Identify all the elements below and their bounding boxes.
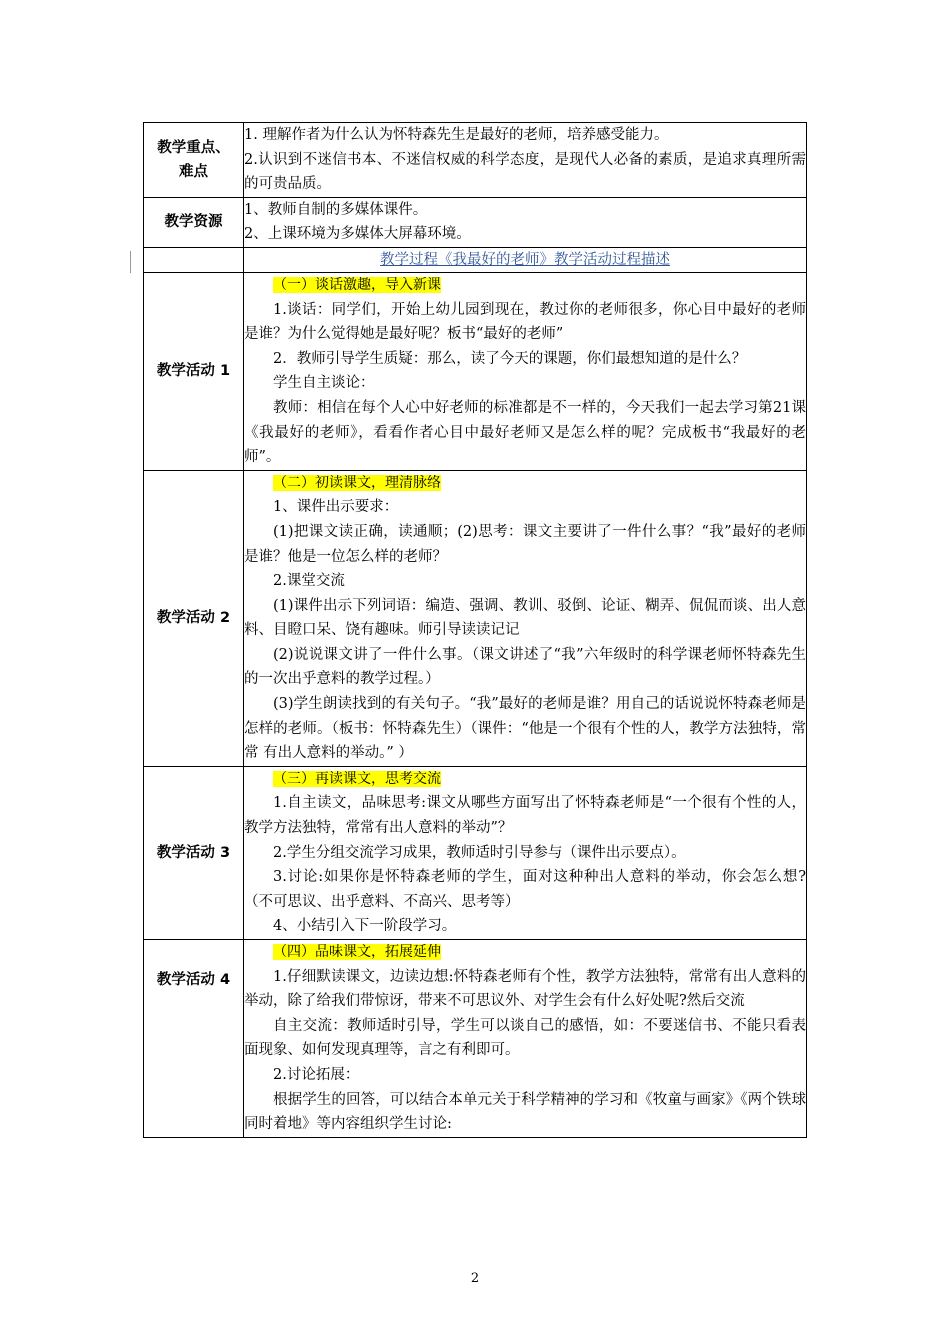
label-activity-2: 教学活动 2 [144, 470, 244, 766]
label-activity-3: 教学活动 3 [144, 766, 244, 939]
resources-line-1: 1、教师自制的多媒体课件。 [244, 201, 428, 218]
row-activity-3 [144, 766, 807, 939]
label-activity-1: 教学活动 1 [144, 272, 244, 470]
paragraph: 2.课堂交流 [273, 573, 345, 590]
paragraph: 自主交流：教师适时引导，学生可以谈自己的感悟，如：不要迷信书、不能只看表面现象、如何发现真理等，言之有利即可。 [244, 1017, 806, 1059]
row-process-title [144, 247, 807, 272]
paragraph: 2.学生分组交流学习成果，教师适时引导参与（课件出示要点）。 [273, 844, 686, 861]
paragraph: (1)把课文读正确，读通顺；(2)思考：课文主要讲了一件什么事？“我”最好的老师是谁？他是一位怎么样的老师？ [244, 523, 806, 565]
paragraph: 1、课件出示要求： [273, 499, 399, 516]
paragraph: (2)说说课文讲了一件什么事。（课文讲述了“我”六年级时的科学课老师怀特森先生的一次出乎意料的教学过程。） [244, 646, 806, 688]
row-activity-4 [144, 940, 807, 1138]
content-keypoints [244, 123, 807, 198]
paragraph: 2.讨论拓展： [273, 1066, 360, 1083]
paragraph: 教师：相信在每个人心中好老师的标准都是不一样的，今天我们一起去学习第21课《我最好的老师》，看看作者心目中最好老师又是怎么样的呢？完成板书“我最好的老师”。 [244, 399, 806, 466]
lesson-plan-table [143, 122, 807, 1138]
content-activity-3 [244, 766, 807, 939]
heading-activity-2: （二）初读课文，理清脉络 [273, 474, 441, 491]
content-activity-1 [244, 272, 807, 470]
revision-marker [130, 251, 131, 273]
paragraph: 4、小结引入下一阶段学习。 [273, 918, 457, 935]
row-activity-2 [144, 470, 807, 766]
content-activity-2 [244, 470, 807, 766]
paragraph: 1.自主读文，品味思考:课文从哪些方面写出了怀特森老师是“一个很有个性的人，教学方法独特，常常有出人意料的举动”？ [244, 795, 806, 837]
content-resources [244, 197, 807, 247]
label-resources: 教学资源 [144, 197, 244, 247]
paragraph: 3.讨论:如果你是怀特森老师的学生，面对这种种出人意料的举动，你会怎么想?（不可思议、出乎意料、不高兴、思考等） [244, 869, 806, 910]
paragraph: 学生自主谈论： [273, 375, 375, 392]
paragraph: 1.谈话：同学们，开始上幼儿园到现在，教过你的老师很多，你心目中最好的老师是谁？为什么觉得她是最好呢？板书“最好的老师” [244, 301, 806, 343]
label-activity-4: 教学活动 4 [144, 940, 244, 1138]
keypoints-line-1: 1. 理解作者为什么认为怀特森先生是最好的老师，培养感受能力。 [244, 127, 669, 143]
heading-activity-1: （一）谈话激趣，导入新课 [273, 276, 441, 293]
paragraph: (3)学生朗读找到的有关句子。“我”最好的老师是谁？用自己的话说说怀特森老师是怎样的老师。（板书：怀特森先生）（课件：“他是一个很有个性的人，教学方法独特，常常 有出人意料的举动。” ） [244, 696, 806, 762]
heading-activity-4: （四）品味课文，拓展延伸 [273, 944, 441, 960]
row-resources [144, 197, 807, 247]
heading-activity-3: （三）再读课文，思考交流 [273, 770, 441, 787]
row-activity-1 [144, 272, 807, 470]
keypoints-line-2: 2.认识到不迷信书本、不迷信权威的科学态度，是现代人必备的素质，是追求真理所需的可贵品质。 [244, 151, 806, 193]
paragraph: 1.仔细默读课文，边读边想:怀特森老师有个性，教学方法独特，常常有出人意料的举动，除了给我们带惊讶，带来不可思议外、对学生会有什么好处呢?然后交流 [244, 968, 806, 1010]
content-activity-4 [244, 940, 807, 1138]
paragraph: 2．教师引导学生质疑：那么，读了今天的课题，你们最想知道的是什么？ [273, 350, 747, 367]
label-keypoints: 教学重点、难点 [144, 123, 244, 198]
paragraph: 根据学生的回答，可以结合本单元关于科学精神的学习和《牧童与画家》《两个铁球同时着地》等内容组织学生讨论: [244, 1091, 806, 1133]
row-keypoints [144, 123, 807, 198]
process-title: 教学过程《我最好的老师》教学活动过程描述 [244, 247, 807, 272]
page-number: 2 [470, 1271, 480, 1286]
resources-line-2: 2、上课环境为多媒体大屏幕环境。 [244, 226, 471, 243]
paragraph: (1)课件出示下列词语：编造、强调、教训、驳倒、论证、糊弄、侃侃而谈、出人意料、目瞪口呆、饶有趣味。师引导读读记记 [244, 597, 806, 639]
empty-cell [144, 247, 244, 272]
